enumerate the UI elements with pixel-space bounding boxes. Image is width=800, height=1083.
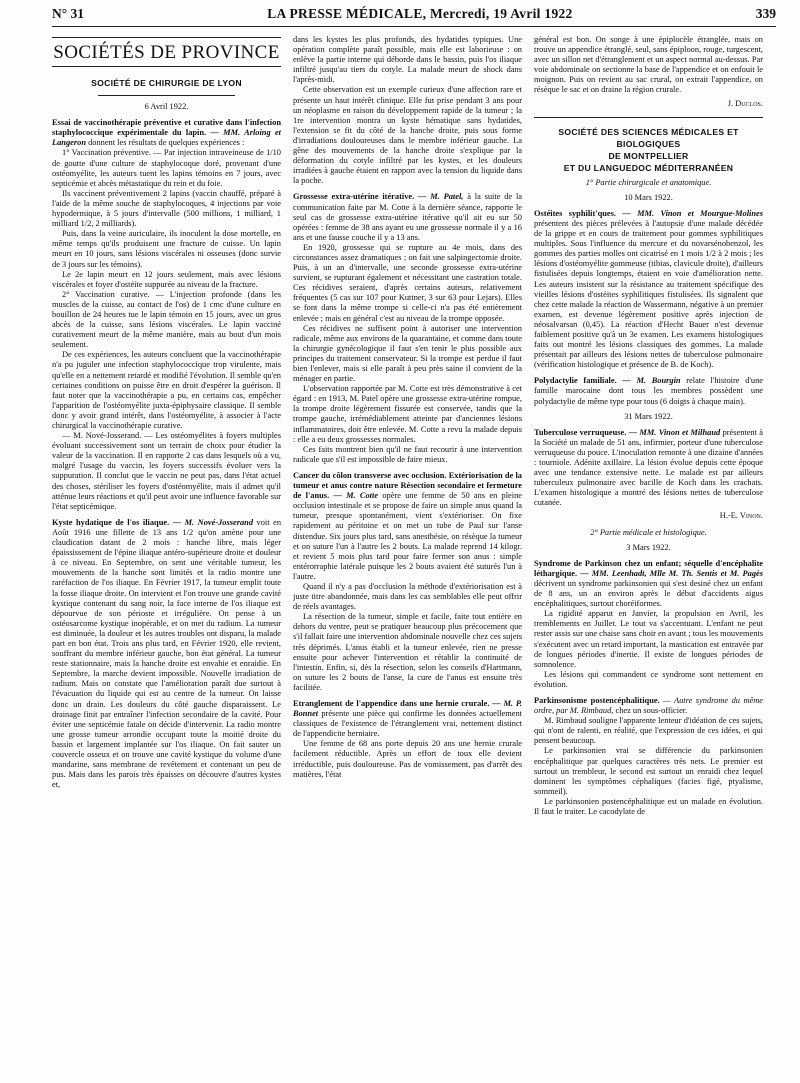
column-1 [52,35,281,1083]
paragraph: Le 2e lapin meurt en 12 jours seulement, mais avec lésions viscérales et foyer d'ostéite suppurée au niveau de la fracture. [52,269,281,289]
article-heading: Cancer du côlon transverse avec occlusion. Extériorisation de la tumeur et anus contre nature Résection secondaire et fermeture de l'anus. — M. Cotte opère une femme de 50 ans en pleine occlusion intestinale et se propose de faire un simple anus quand la tumeur, presque spontanément, vient s'extérioriser. On fixe rapidement au péritoine et on met un tube de Paul sur l'anse distendue. Six jours plus tard, sans anesthésie, on résèque la tumeur et on suture l'un à l'autre les 2 bouts. La malade reprend 14 kilogr. et revient 5 mois plus tard pour faire fermer son anus : simple entérorraphie latérale puisque les 2 bouts avaient été suturés l'un à l'autre. [293,470,522,581]
paragraph: Le parkinsonien vrai se différencie du parkinsonien encéphalitique par quelques caractères très nets. Le premier est surtout un trembleur, le second est surtout un enraidi chez lequel dominent les symptômes céphaliques (facies figé, ptyalisme, sommeil). [534,746,763,796]
session-date: 6 Avril 1922. [144,102,189,112]
article-heading: Etranglement de l'appendice dans une hernie crurale. — M. P. Bonnet présente une pièce qui confirme les données actuellement classiques de l'existence de l'étranglement vrai, nettement distinct de l'appendicite herniaire. [293,699,522,739]
article-heading: Syndrome de Parkinson chez un enfant; séquelle d'encéphalite léthargique. — MM. Leenhadt, Mlle M. Th. Sentis et M. Pagès décrivent un syndrome parkinsonien qui s'est desiné chez un enfant de 8 ans, un an environ après le début d'accidents aigus encéphalitiques, surtout choréiformes. [534,558,763,609]
paragraph: Cette observation est un exemple curieux d'une affection rare et présente un haut intérêt clinique. Elle fut prise pendant 3 ans pour un néoplasme en raison du développement rapide de la tumeur ; la 1re intervention montra un kyste hématique sans hydatides, l'extension se fit du côté de la hanche droite, puis sous forme d'irradiations douloureuses dans le membre inférieur gauche. La gêne des mouvements de la hanche droite s'explique par la déformation du cotyle infiltré par les kystes, et les douleurs irradiées à gauche étaient en rapport avec la tension du liquide dans la poche. [293,85,522,186]
paragraph: Ces récidives ne suffisent point à autoriser une intervention radicale, même aux environs de la quarantaine, et comme dans toute la chirurgie gynécologique il faut s'en tenir le plus possible aux principes du traitement conservateur. Si la trompe est perdue il faut bien l'enlever, mais si elle paraît à peu près saine il convient de la ménager en partie. [293,323,522,384]
paragraph: Puis, dans la veine auriculaire, ils inoculent la dose mortelle, en même temps qu'ils produisent une fracture de cuisse. Un lapin meurt en 10 jours, sans lésions viscérales ni osseuses (donc survie de 3 jours sur les témoins). [52,229,281,269]
article-heading: Parkinsonisme postencéphalitique. — Autre syndrome du même ordre, par M. Rimbaud, chez un sous-officier. [534,695,763,716]
paragraph: L'observation rapportée par M. Cotte est très démonstrative à cet égard : en 1913, M. Patel opère une grossesse extra-utérine rompue, la trompe droite légèrement fissurée est conservée, tandis que la trompe gauche, irrémédiablement atteinte par d'anciennes lésions inflammatoires, doit être enlevée. M. Cotte a revu la malade depuis : elle a eu deux grossesses normales. [293,384,522,444]
divider [98,95,235,96]
paragraph: Une femme de 68 ans porte depuis 20 ans une hernie crurale facilement réductible. Après un effort de toux elle devient irréductible, puis douloureuse. Pas de vomissement, pas d'arrêt des matières, l'état [293,739,522,779]
paragraph: Le parkinsonien postencéphalitique est un malade en évolution. Il faut le traiter. Le cacodylate de [534,796,763,816]
text-columns [52,35,776,1083]
paragraph: La résection de la tumeur, simple et facile, faite tout entière en dehors du ventre, peut se pratiquer beaucoup plus précocement que s'il fallait faire une intervention abdominale nouvelle chez ces sujets très déprimés. L'anus établi et la tumeur enlevée, rien ne presse ensuite pour achever l'intervention et rétablir la continuité de l'intestin. Enfin, si, dès la résection, selon les conseils d'Hartmann, on suture les 2 bouts de l'anse, la cure de l'anus est ensuite très facilitée. [293,612,522,692]
paragraph: 2° Vaccination curative. — L'injection profonde (dans les muscles de la cuisse, au contact de l'os) de 1 cmc d'une culture en bouillon de 24 heures tue le lapin témoin en 15 jours, avec un gros abcès de la cuisse, sans lésions viscérales. Le lapin vacciné curativement meurt de la même manière, mais au bout d'un mois seulement. [52,289,281,350]
article-heading: Essai de vaccinothérapie préventive et curative dans l'infection staphylococcique expérimentale du lapin. — MM. Arloing et Langeron donnent les résultats de quelques expériences : [52,118,281,148]
paragraph: — M. Nové-Josserand. — Les ostéomyélites à foyers multiples évoluant successivement sont un terrain de choix pour étudier la valeur de la vaccination. Il en rapporte 2 cas dans lesquels où a vu, malgré l'usage du vaccin, les foyers successifs évoluer vers la suppuration. Il conclut que le vaccin ne peut pas, dans l'état actuel des choses, stériliser les foyers d'ostéomyélite, mais il admet qu'il atténue leurs réactions et qu'il peut avoir une influence favorable sur l'état septicémique. [52,431,281,511]
section-title: SOCIÉTÉS DE PROVINCE [52,37,281,67]
paragraph: 1° Vaccination préventive. — Par injection intraveineuse de 1/10 de goutte d'une culture de staphylocoque doré, provenant d'une ostéomyélite, les auteurs tuent les lapins témoins en 7 jours, avec septicémie et abcès métastatique du rein et du foie. [52,148,281,188]
paragraph: général est bon. On songe à une épiplocèle étranglée, mais on trouve un appendice étranglé, seul, sans épiploon, rouge, turgescent, avec un sillon net d'étranglement et un aspect normal au-dessus. Par voie abdominale on sectionne la base de l'appendice et on enfouit le moignon. Puis on revient au sac crural, on extrait l'appendice, on résèque le sac et on draine la région crurale. [534,35,763,95]
paragraph: dans les kystes les plus profonds, des hydatides typiques. Une opération complète paraît possible, mais elle est laborieuse : on enlève la partie interne qui déborde dans le bassin, puis l'os iliaque infiltré jusqu'au tiers du cotyle. La malade meurt de shock dans l'après-midi. [293,35,522,85]
section-subtitle: 1° Partie chirurgicale et anatomique. [585,177,712,187]
section-subtitle: 2° Partie médicale et histologique. [590,527,707,537]
page-number: 339 [755,6,776,21]
column-3 [534,35,763,1083]
session-date: 10 Mars 1922. [624,192,673,202]
paragraph: Ces faits montrent bien qu'il ne faut recourir à une intervention radicale que s'il est impossible de faire mieux. [293,444,522,464]
paragraph: M. Rimbaud souligne l'apparente lenteur d'idéation de ces sujets, qui n'ont de ralenti, en réalité, que l'expression de ces idées, et qui pensent beaucoup. [534,716,763,746]
paragraph: Les lésions qui commandent ce syndrome sont nettement en évolution. [534,669,763,689]
session-date: 31 Mars 1922. [624,411,673,421]
paragraph: La rigidité apparut en Janvier, la propulsion en Avril, les tremblements en Juillet. Le tout va s'accentuant. L'enfant ne peut rester assis sur une chaise sans choir en avant ; tous les mouvements s'exécutent avec un retard important, la mastication est entravée par de longues périodes d'inertie. Il existe de longues périodes de somnolence. [534,609,763,669]
article-heading: Grossesse extra-utérine itérative. — M. Patel, à la suite de la communication faite par M. Cotte à la dernière séance, rapporte le seul cas de grossesse extra-utérine itérative qu'il ait eu sur 50 opérées : femme de 38 ans ayant eu une grossesse normale il y a 16 ans et une fausse couche il y a 13 ans. [293,192,522,242]
paragraph: Quand il n'y a pas d'occlusion la méthode d'extériorisation est à juste titre abandonnée, mais dans les cas semblables elle peut offrir de réels avantages. [293,581,522,612]
column-2 [293,35,522,1083]
issue-number: N° 31 [52,6,85,21]
paragraph: De ces expériences, les auteurs concluent que la vaccinothérapie n'a pu juguler une infection staphylococcique trop virulente, mais qu'elle en a nettement retardé et modifié l'évolution. Il semble qu'en certaines conditions on puisse être en droit d'espérer la guérison. Il faut noter que la vaccinothérapie a pu, en certains cas, empêcher l'apparition de l'ostéomyélite juxta-épiphysaire classique. Il semble donc y avoir grand intérêt, dans l'ostéomyélite, à associer à l'acte chirurgical la vaccinothérapie curative. [52,350,281,430]
paragraph: En 1920, grossesse qui se rupture au 4e mois, dans des circonstances assez dramatiques ; on fait une salpingectomie droite. Puis, à un an d'intervalle, une seconde grossesse extra-utérine survient, se rupturant également et nécessitant une castration totale. Ces récidives seraient, d'après certains auteurs, relativement fréquentes (5 cas sur 107 pour Kuttner, 3 sur 63 pour Lejars). Elles se font dans la même trompe si celle-ci n'a pas été entièrement enlevée ; mais en général c'est au niveau de la trompe opposée. [293,242,522,323]
article-heading: Polydactylie familiale. — M. Bourgin relate l'histoire d'une famille marocaine dont tous les membres possèdent une polydactylie de même type pour tous (6 doigts à chaque main). [534,376,763,406]
society-heading: SOCIÉTÉ DE CHIRURGIE DE LYON [91,78,242,89]
session-date: 3 Mars 1922. [626,542,671,552]
article-heading: Kyste hydatique de l'os iliaque. — M. Nové-Josserand voit en Août 1916 une fillette de 13 ans 1/2 qu'on amène pour une claudication datant de 2 mois : hanche libre, mais léger épaississement de l'épine iliaque antéro-supérieure droite et douleur à ce niveau. En Septembre, on sent une véritable tumeur, les mouvements de la hanche sont limités et la radio montre une raréfaction de l'os iliaque. En Février 1917, la tumeur emplit toute la fosse iliaque droite. On intervient et l'on trouve une grande cavité kystique contenant du sang noir, la face interne de l'os iliaque est dépourvue de son périoste et irrégulière. On pense à un ostéosarcome kystique inopérable, et on met du radium. La tumeur est diminuée, la douleur et les autres troubles ont disparu, la malade part en bon état. Trois ans plus tard, en Février 1920, elle revient, souffrant du membre inférieur gauche, bon état général. La tumeur reste stationnaire, mais la hanche droite est envahie et enraidie. En Septembre, la marche devient impossible. Nouvelle irradiation de radium. Mais on constate que l'amélioration paraît due surtout à l'évacuation du liquide qui est au centre de la tumeur. On laisse donc un drain. Les douleurs du côté gauche disparaissent. Le drainage finit par entraîner l'infection secondaire de la cavité. Pour éviter une septicémie fatale on décide d'intervenir. La radio montre une grosse tumeur arrondie occupant toute la moitié droite du bassin et largement implantée sur l'os iliaque. On fait sauter un couvercle osseux et on trouve une cavité kystique du volume d'une mandarine, sans membrane de revêtement et contenant un peu de pus. Mais dans les parois très épaisses on découvre d'autres kystes et, [52,517,281,790]
author-signature: J. Duclos. [727,98,763,108]
author-signature: H.-E. Vinon. [719,511,763,521]
divider [534,117,763,118]
article-heading: Ostéites syphilit'ques. — MM. Vinon et Mourgue-Molines présentent des pièces prélevées à l'autopsie d'une malade décédée de la grippe et en cours de traitement pour gommes syphilitiques multiples. Sous l'influence du mercure et du novarsénobenzol, les gommes des parties molles ont cicatrisé en 1 mois 1/2 à 2 mois ; les lésions d'ostéomyélite gommeuse (tibias, clavicule droite), d'ailleurs fistulisées depuis longtemps, étaient en voie d'amélioration nette. Les auteurs insistent sur la résistance au traitement spécifique des vieilles lésions d'ostéites syphilitiques fistulisées. Ils signalent que chez cette malade la réaction de Wassermann, négative à un premier examen, est devenue légèrement positive après injection de néosalvarsan (0,45). La réaction d'Hecht Bauer n'est devenue faiblement positive qu'à un 3e examen. Les examens histologiques faits out montré les lésions classiques des gommes. La malade présentait par ailleurs des lésions nettes de tuberculose pulmonaire (vérification histologique et présence de B. de Koch). [534,208,763,370]
article-heading: Tuberculose verruqueuse. — MM. Vinon et Milhaud présentent à la Société un malade de 51 ans, infirmier, porteur d'une tuberculose verruqueuse du pouce. L'inoculation remonte à une dizaine d'années : tourniole. Adénite axillaire. La lésion évolue depuis cette époque avec une tendance extensive nette. Le malade est par ailleurs tuberculeux pulmonaire avec bacille de Koch dans les crachats. L'examen histologique a montré des lésions nettes de tuberculose cutanée. [534,427,763,508]
journal-title: LA PRESSE MÉDICALE, Mercredi, 19 Avril 1922 [267,6,573,21]
running-header [52,6,776,27]
society-heading: SOCIÉTÉ DES SCIENCES MÉDICALES ET BIOLOGIQUES DE MONTPELLIER ET DU LANGUEDOC MÉDITERRANÉEN [558,126,739,173]
paragraph: Ils vaccinent préventivement 2 lapins (vaccin chauffé, préparé à l'aide de la même souche de staphylocoques, 4 injections par voie hypodermique, à 5 jours d'intervalle (500 millions, 1 milliard, 1 milliard 1/2, 2 milliards). [52,188,281,229]
